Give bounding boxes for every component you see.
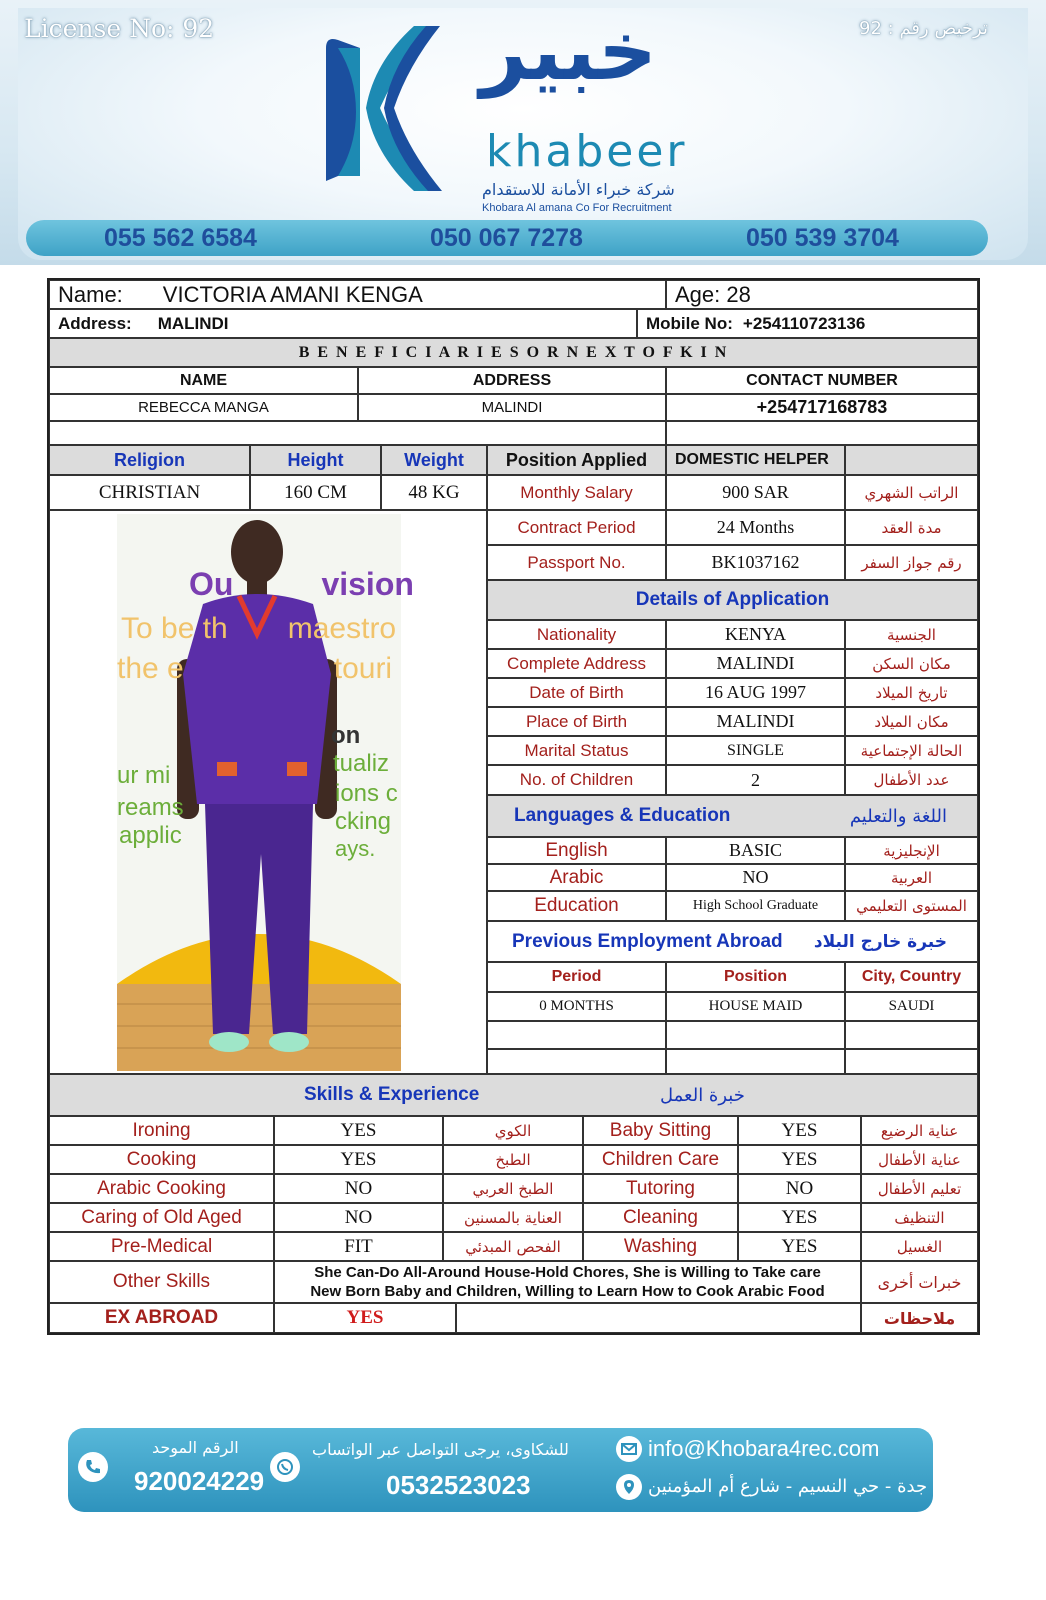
english-label: English	[487, 837, 666, 864]
skill-value: NO	[738, 1174, 861, 1203]
address-row	[49, 309, 637, 338]
passport-label: Passport No.	[487, 545, 666, 580]
nationality-ar: الجنسية	[845, 620, 978, 649]
name-label: Name:	[58, 281, 123, 307]
skills-title: Skills & Experience	[304, 1084, 480, 1105]
children-ar: عدد الأطفال	[845, 765, 978, 795]
ex-abroad-label: EX ABROAD	[49, 1303, 274, 1333]
office-address: جدة - حي النسيم - شارع أم المؤمنين	[648, 1476, 928, 1497]
skill-ar: عناية الرضيع	[861, 1116, 978, 1145]
logo-tagline-english: Khobara Al amana Co For Recruitment	[482, 202, 672, 214]
other-skills-text	[274, 1261, 861, 1303]
date-of-birth-label: Date of Birth	[487, 678, 666, 707]
email-icon	[616, 1436, 642, 1462]
place-of-birth-ar: مكان الميلاد	[845, 707, 978, 736]
skill-ar: الغسيل	[861, 1232, 978, 1261]
skill-label: Washing	[583, 1232, 738, 1261]
monthly-salary-ar: الراتب الشهري	[845, 475, 978, 510]
skill-ar: عناية الأطفال	[861, 1145, 978, 1174]
weight-header: Weight	[381, 445, 487, 475]
kin-header-name: NAME	[49, 367, 358, 394]
kin-header-contact: CONTACT NUMBER	[666, 367, 978, 394]
place-of-birth-label: Place of Birth	[487, 707, 666, 736]
skill-value: YES	[738, 1145, 861, 1174]
application-details-title: Details of Application	[487, 580, 978, 620]
languages-title-row	[487, 795, 978, 837]
monthly-salary-label: Monthly Salary	[487, 475, 666, 510]
complete-address-label: Complete Address	[487, 649, 666, 678]
employment-title: Previous Employment Abroad	[512, 930, 783, 952]
skill-label: Tutoring	[583, 1174, 738, 1203]
skills-title-row	[49, 1074, 978, 1116]
skill-label: Cooking	[49, 1145, 274, 1174]
skill-value: YES	[274, 1116, 443, 1145]
spacer-row	[49, 421, 666, 445]
skill-label: Baby Sitting	[583, 1116, 738, 1145]
wall-text: Ou vision	[189, 566, 414, 602]
contract-period-ar: مدة العقد	[845, 510, 978, 545]
position-applied-value: DOMESTIC HELPER	[666, 445, 845, 475]
skill-value: NO	[274, 1174, 443, 1203]
date-of-birth-ar: تاريخ الميلاد	[845, 678, 978, 707]
applicant-name: VICTORIA AMANI KENGA	[162, 281, 423, 307]
skill-label: Ironing	[49, 1116, 274, 1145]
notes-ar: ملاحظات	[861, 1303, 978, 1333]
monthly-salary-value: 900 SAR	[666, 475, 845, 510]
skill-ar: الطبخ	[443, 1145, 583, 1174]
applicant-address: MALINDI	[157, 313, 229, 333]
phone-number-1[interactable]: 055 562 6584	[104, 224, 257, 252]
nationality-value: KENYA	[666, 620, 845, 649]
employment-header-position: Position	[666, 962, 845, 992]
skill-label: Caring of Old Aged	[49, 1203, 274, 1232]
marital-status-ar: الحالة الإجتماعية	[845, 736, 978, 765]
employment-blank-cell	[666, 1021, 845, 1049]
position-applied-label: Position Applied	[487, 445, 666, 475]
next-of-kin-title: B E N E F I C I A R I E S O R N E X T O F K I N	[49, 338, 978, 367]
skill-label: Pre-Medical	[49, 1232, 274, 1261]
education-label: Education	[487, 891, 666, 921]
skill-ar: التنظيف	[861, 1203, 978, 1232]
contract-period-label: Contract Period	[487, 510, 666, 545]
logo-text-arabic: خبير	[480, 4, 658, 99]
wall-text: reams	[117, 794, 184, 821]
skill-ar: الكوي	[443, 1116, 583, 1145]
employment-blank-cell	[666, 1049, 845, 1074]
mobile-cell	[637, 309, 978, 338]
arabic-value: NO	[666, 864, 845, 891]
wall-text: ur mi	[117, 762, 171, 789]
languages-title: Languages & Education	[514, 805, 731, 826]
phone-number-2[interactable]: 050 067 7278	[430, 224, 583, 252]
employment-position: HOUSE MAID	[666, 992, 845, 1021]
applicant-photo	[117, 514, 414, 1071]
employment-city: SAUDI	[845, 992, 978, 1021]
notes-blank	[456, 1303, 861, 1333]
wall-text: tualiz	[333, 750, 390, 777]
skill-value: NO	[274, 1203, 443, 1232]
skill-label: Arabic Cooking	[49, 1174, 274, 1203]
wall-text: cking	[335, 808, 392, 835]
applicant-age: Age: 28	[675, 281, 751, 307]
skill-value: YES	[738, 1116, 861, 1145]
education-value: High School Graduate	[666, 891, 845, 921]
kin-header-address: ADDRESS	[358, 367, 666, 394]
employment-period: 0 MONTHS	[487, 992, 666, 1021]
religion-header: Religion	[49, 445, 250, 475]
address-label: Address:	[58, 313, 132, 333]
arabic-label: Arabic	[487, 864, 666, 891]
employment-blank-cell	[845, 1049, 978, 1074]
employment-title-row	[487, 921, 978, 962]
contract-period-value: 24 Months	[666, 510, 845, 545]
skills-title-ar: خبرة العمل	[660, 1084, 745, 1106]
phone-icon	[78, 1452, 108, 1482]
complete-address-ar: مكان السكن	[845, 649, 978, 678]
marital-status-value: SINGLE	[666, 736, 845, 765]
date-of-birth-value: 16 AUG 1997	[666, 678, 845, 707]
complaints-label: للشكاوى، يرجى التواصل عبر الواتساب	[312, 1440, 569, 1459]
education-ar: المستوى التعليمي	[845, 891, 978, 921]
skill-label: Cleaning	[583, 1203, 738, 1232]
header-banner	[0, 0, 1046, 265]
skill-ar: العناية بالمسنين	[443, 1203, 583, 1232]
ex-abroad-value: YES	[274, 1303, 456, 1333]
wall-text: the e touri	[117, 652, 393, 685]
name-row	[49, 280, 666, 309]
languages-title-ar: اللغة والتعليم	[849, 805, 947, 827]
skill-value: FIT	[274, 1232, 443, 1261]
email-link[interactable]: info@Khobara4rec.com	[648, 1436, 880, 1461]
khabeer-logo-icon	[318, 26, 448, 191]
skill-value: YES	[738, 1232, 861, 1261]
unified-number[interactable]: 920024229	[134, 1466, 265, 1496]
wall-text: To be th maestro	[121, 612, 397, 645]
nationality-label: Nationality	[487, 620, 666, 649]
wall-text: ays.	[335, 836, 376, 861]
position-applied-blank	[845, 445, 978, 475]
kin-contact: +254717168783	[666, 394, 978, 421]
other-skills-line: New Born Baby and Children, Willing to Learn How to Cook Arabic Food	[310, 1283, 825, 1300]
whatsapp-icon	[270, 1452, 300, 1482]
skill-label: Children Care	[583, 1145, 738, 1174]
skill-ar: الفحص المبدئي	[443, 1232, 583, 1261]
employment-header-period: Period	[487, 962, 666, 992]
english-value: BASIC	[666, 837, 845, 864]
logo-tagline-arabic: شركة خبراء الأمانة للاستقدام	[482, 180, 675, 199]
skill-value: YES	[738, 1203, 861, 1232]
skill-ar: الطبخ العربي	[443, 1174, 583, 1203]
marital-status-label: Marital Status	[487, 736, 666, 765]
passport-ar: رقم جواز السفر	[845, 545, 978, 580]
unified-number-label: الرقم الموحد	[152, 1438, 239, 1457]
employment-blank-cell	[845, 1021, 978, 1049]
logo-text-english: khabeer	[486, 126, 688, 177]
skill-value: YES	[274, 1145, 443, 1174]
mobile-label: Mobile No:	[646, 313, 733, 333]
employment-header-city: City, Country	[845, 962, 978, 992]
kin-name: REBECCA MANGA	[49, 394, 358, 421]
age-cell	[666, 280, 978, 309]
weight-value: 48 KG	[381, 475, 487, 510]
children-label: No. of Children	[487, 765, 666, 795]
applicant-mobile: +254110723136	[742, 313, 866, 333]
children-value: 2	[666, 765, 845, 795]
footer-contact-bar	[68, 1428, 933, 1512]
complaints-number[interactable]: 0532523023	[386, 1470, 531, 1500]
phone-number-3[interactable]: 050 539 3704	[746, 224, 899, 252]
arabic-ar: العربية	[845, 864, 978, 891]
height-value: 160 CM	[250, 475, 381, 510]
passport-value: BK1037162	[666, 545, 845, 580]
application-form	[47, 278, 980, 1335]
wall-text: on	[331, 722, 361, 749]
wall-text: ions c	[335, 780, 398, 807]
phone-bar	[26, 220, 988, 256]
spacer-row-right	[666, 421, 978, 445]
other-skills-label: Other Skills	[49, 1261, 274, 1303]
place-of-birth-value: MALINDI	[666, 707, 845, 736]
license-number-en: License No: 92	[24, 14, 215, 43]
complete-address-value: MALINDI	[666, 649, 845, 678]
skill-ar: تعليم الأطفال	[861, 1174, 978, 1203]
employment-title-ar: خبرة خارج البلاد	[813, 931, 947, 952]
height-header: Height	[250, 445, 381, 475]
kin-address: MALINDI	[358, 394, 666, 421]
employment-blank-cell	[487, 1049, 666, 1074]
english-ar: الإنجليزية	[845, 837, 978, 864]
employment-blank-cell	[487, 1021, 666, 1049]
religion-value: CHRISTIAN	[49, 475, 250, 510]
license-number-ar: ترخيص رقم : 92	[859, 18, 988, 39]
other-skills-ar: خبرات أخرى	[861, 1261, 978, 1303]
location-pin-icon	[616, 1474, 642, 1500]
wall-text: applic	[119, 822, 182, 849]
other-skills-line: She Can-Do All-Around House-Hold Chores, She is Willing to Take care	[314, 1264, 821, 1281]
